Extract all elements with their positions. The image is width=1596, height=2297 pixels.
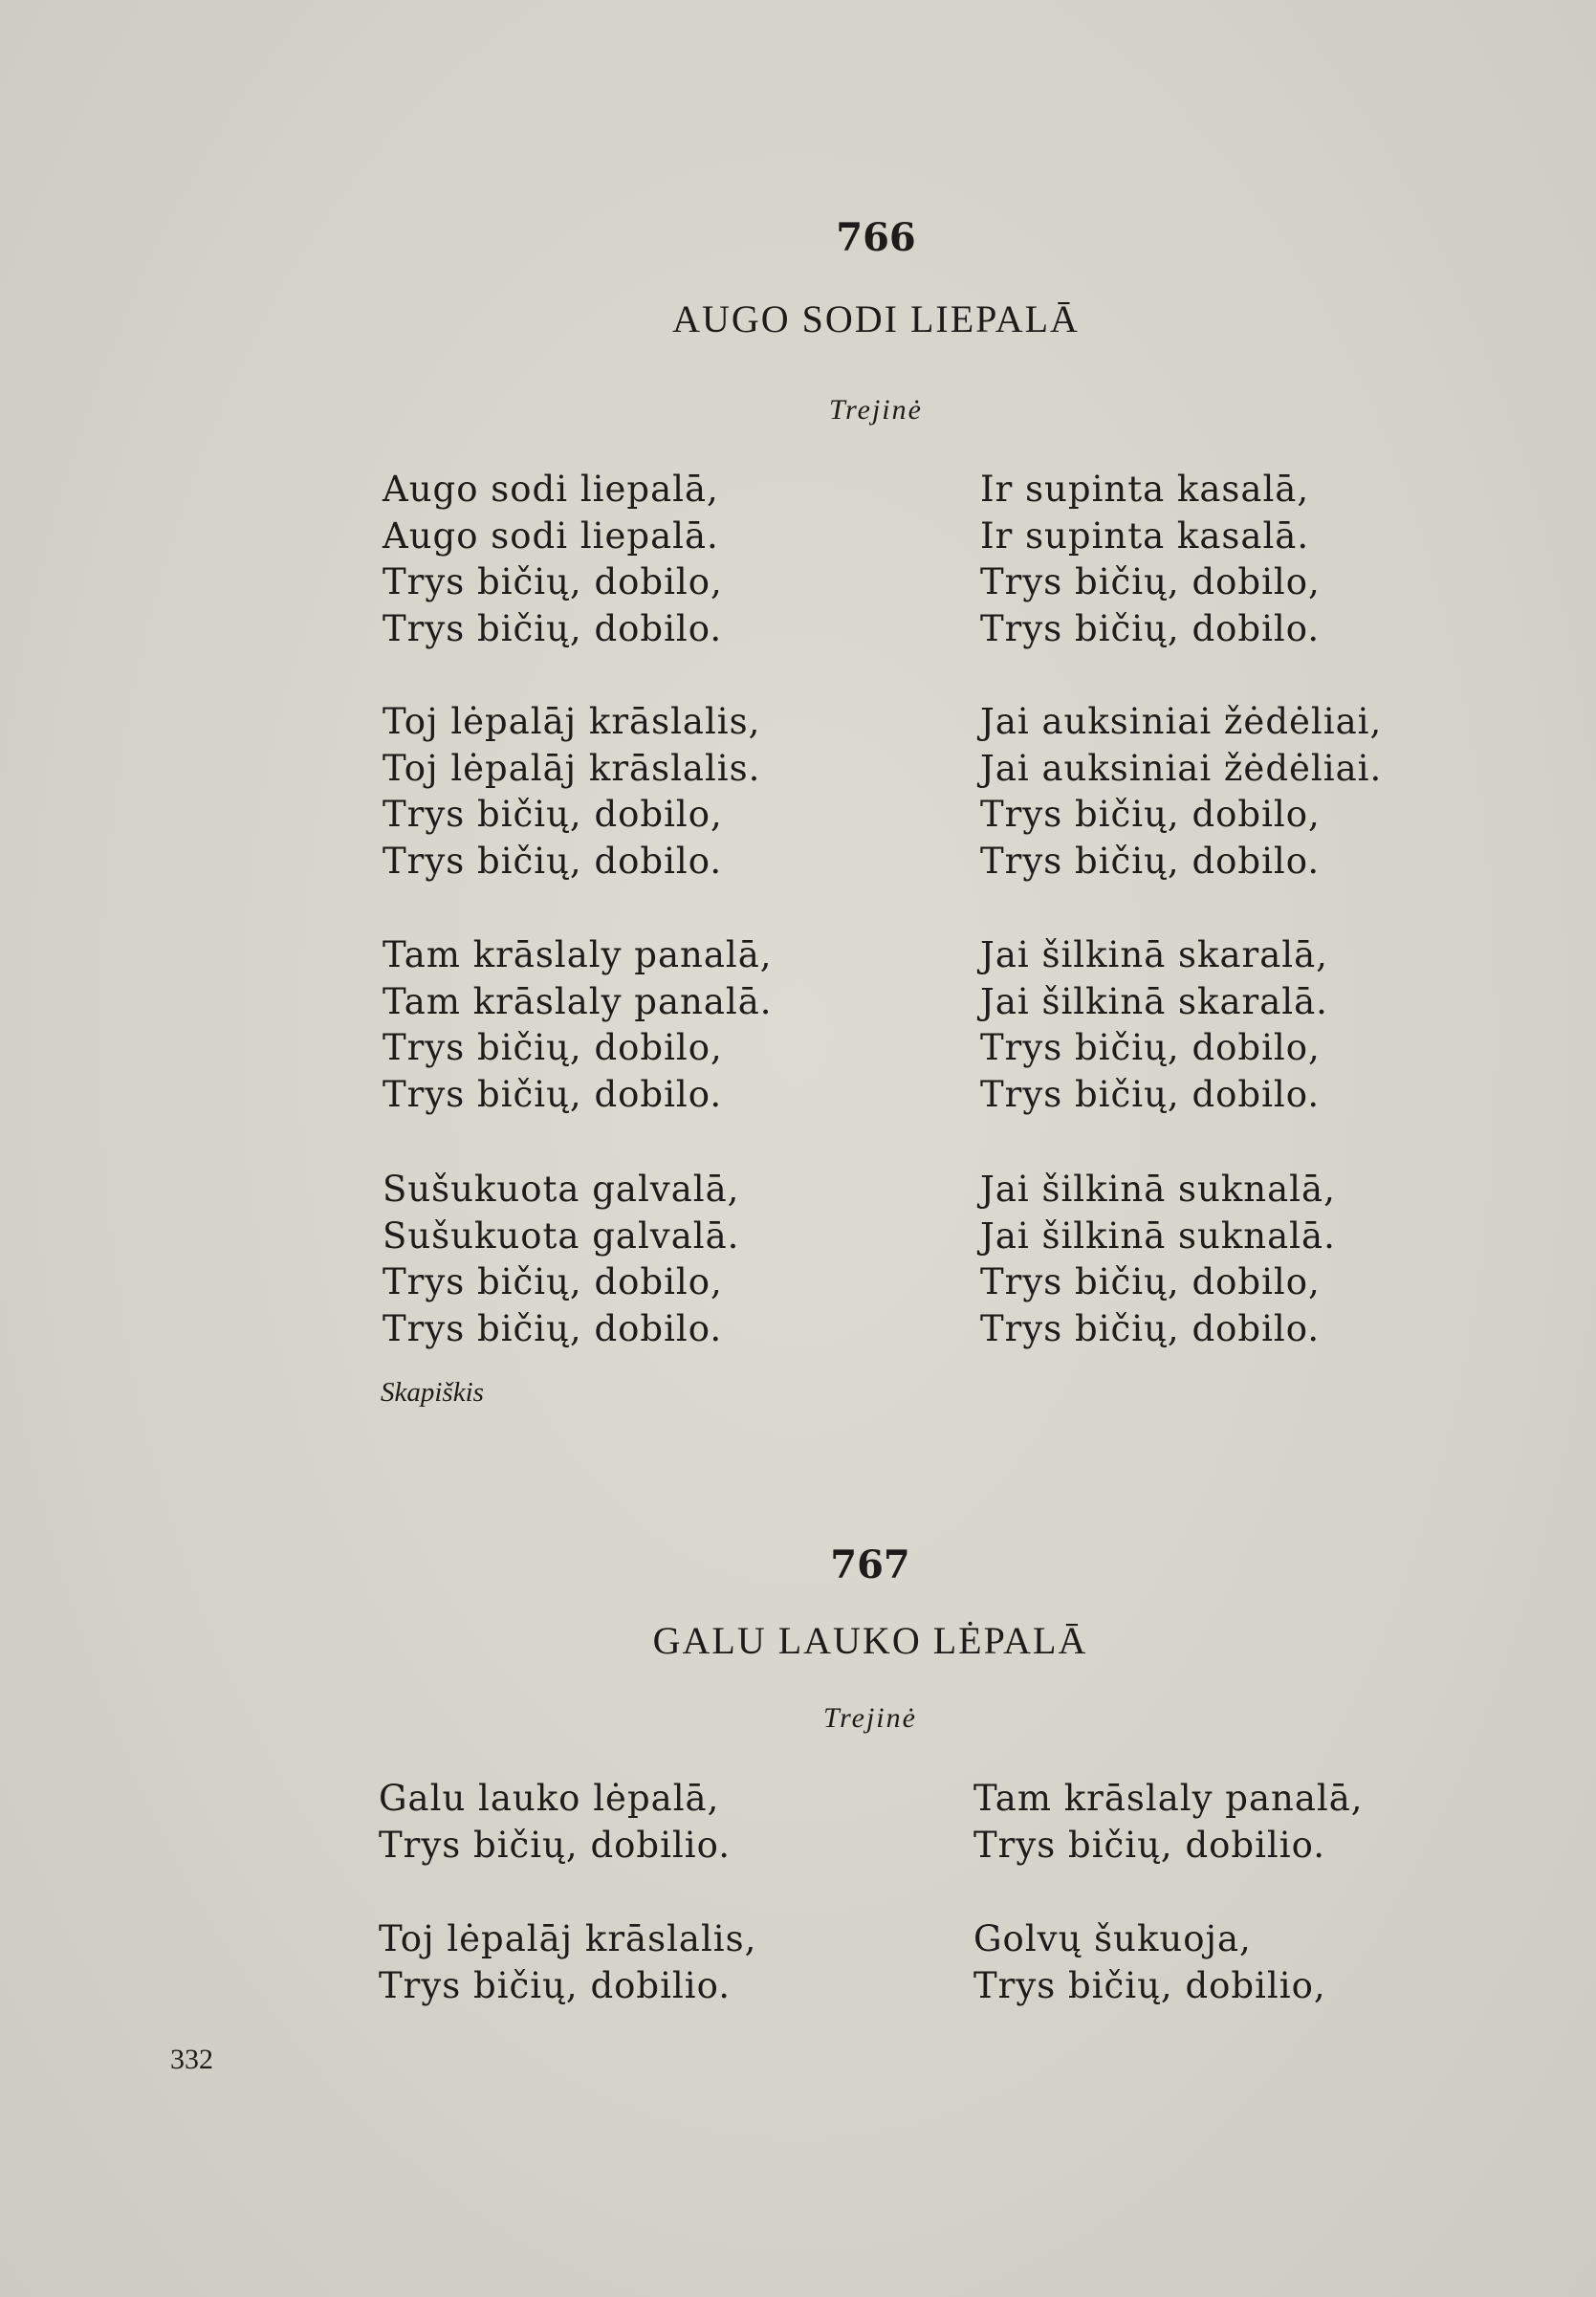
verse-line: Trys bičių, dobilo. bbox=[383, 840, 723, 882]
verse-line: Trys bičių, dobilo. bbox=[980, 840, 1321, 882]
verse-line: Jai šilkinā skaralā, bbox=[980, 934, 1328, 975]
verse-line: Trys bičių, dobilo, bbox=[980, 1027, 1321, 1068]
verse-line: Toj lėpalāj krāslalis, bbox=[379, 1918, 757, 1959]
verse-line: Tam krāslaly panalā, bbox=[973, 1778, 1364, 1819]
stanza bbox=[383, 467, 723, 652]
verse-line: Trys bičių, dobilio. bbox=[973, 1824, 1325, 1866]
stanza bbox=[980, 699, 1382, 885]
verse-line: Toj lėpalāj krāslalis, bbox=[383, 701, 761, 742]
verse-line: Trys bičių, dobilo, bbox=[383, 794, 723, 835]
verse-line: Sušukuota galvalā, bbox=[383, 1169, 740, 1210]
stanza bbox=[379, 1776, 731, 1869]
verse-line: Augo sodi liepalā, bbox=[383, 469, 719, 510]
verse-line: Ir supinta kasalā, bbox=[980, 469, 1310, 510]
verse-line: Trys bičių, dobilo. bbox=[980, 1073, 1321, 1115]
source-location: Skapiškis bbox=[381, 1377, 484, 1408]
verse-line: Trys bičių, dobilo. bbox=[383, 1307, 723, 1349]
verse-line: Trys bičių, dobilio. bbox=[379, 1824, 731, 1866]
verse-line: Trys bičių, dobilo, bbox=[383, 1261, 723, 1302]
stanza bbox=[379, 1916, 756, 2009]
verse-line: Trys bičių, dobilo, bbox=[383, 561, 723, 602]
verse-line: Toj lėpalāj krāslalis. bbox=[383, 747, 761, 789]
stanza bbox=[973, 1776, 1364, 1869]
verse-line: Tam krāslaly panalā. bbox=[383, 980, 773, 1022]
verse-line: Trys bičių, dobilo, bbox=[980, 1261, 1321, 1302]
verse-line: Sušukuota galvalā. bbox=[383, 1214, 740, 1257]
verse-line: Augo sodi liepalā. bbox=[383, 514, 719, 557]
stanza bbox=[973, 1916, 1326, 2009]
stanza bbox=[383, 699, 760, 885]
stanza bbox=[383, 932, 773, 1118]
song-subtitle: Trejinė bbox=[823, 1702, 917, 1734]
verse-line: Jai šilkinā suknalā. bbox=[980, 1214, 1336, 1257]
stanza bbox=[980, 932, 1328, 1118]
stanza bbox=[980, 1167, 1336, 1352]
song-title: AUGO SODI LIEPALĀ bbox=[672, 297, 1080, 340]
verse-line: Jai šilkinā skaralā. bbox=[980, 980, 1328, 1022]
song-title: GALU LAUKO LĖPALĀ bbox=[652, 1619, 1088, 1662]
verse-line: Galu lauko lėpalā, bbox=[379, 1778, 720, 1819]
verse-line: Jai auksiniai žėdėliai, bbox=[980, 701, 1383, 742]
song-number: 767 bbox=[830, 1542, 910, 1587]
verse-line: Trys bičių, dobilo. bbox=[980, 607, 1321, 649]
song-number: 766 bbox=[836, 215, 916, 260]
verse-line: Trys bičių, dobilo, bbox=[980, 794, 1321, 835]
verse-line: Trys bičių, dobilo, bbox=[383, 1027, 723, 1068]
verse-line: Trys bičių, dobilo, bbox=[980, 561, 1321, 602]
verse-line: Trys bičių, dobilo. bbox=[383, 1073, 723, 1115]
page-number: 332 bbox=[170, 2044, 213, 2075]
verse-line: Jai šilkinā suknalā, bbox=[980, 1169, 1336, 1210]
verse-line: Trys bičių, dobilio. bbox=[379, 1964, 731, 2006]
verse-line: Jai auksiniai žėdėliai. bbox=[980, 747, 1383, 789]
verse-line: Ir supinta kasalā. bbox=[980, 514, 1310, 557]
stanza bbox=[980, 467, 1321, 652]
verse-line: Trys bičių, dobilio, bbox=[973, 1964, 1326, 2006]
verse-line: Golvų šukuoja, bbox=[973, 1918, 1252, 1959]
stanza bbox=[383, 1167, 739, 1352]
verse-line: Trys bičių, dobilo. bbox=[980, 1307, 1321, 1349]
verse-line: Tam krāslaly panalā, bbox=[383, 934, 773, 975]
song-subtitle: Trejinė bbox=[829, 394, 923, 426]
verse-line: Trys bičių, dobilo. bbox=[383, 607, 723, 649]
